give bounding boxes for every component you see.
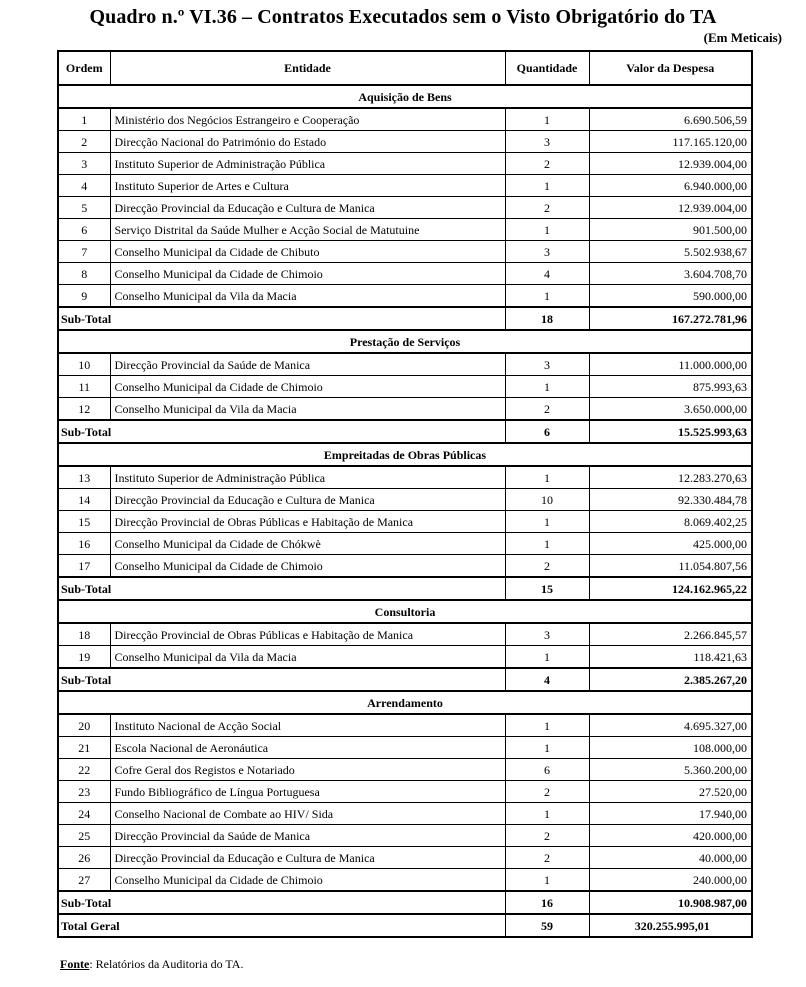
cell-valor: 108.000,00 [589, 737, 752, 759]
subtotal-label: Sub-Total [58, 891, 505, 914]
table-row [58, 197, 752, 219]
table-row [58, 131, 752, 153]
cell-ordem: 10 [58, 353, 110, 376]
cell-quantidade: 1 [505, 108, 589, 131]
table-row [58, 175, 752, 197]
contracts-table [57, 50, 753, 938]
cell-entidade: Direcção Provincial da Saúde de Manica [110, 825, 505, 847]
cell-quantidade: 2 [505, 555, 589, 578]
cell-ordem: 26 [58, 847, 110, 869]
column-header-entidade: Entidade [110, 51, 505, 85]
column-header-valor: Valor da Despesa [589, 51, 752, 85]
subtotal-valor: 15.525.993,63 [589, 420, 752, 443]
cell-quantidade: 4 [505, 263, 589, 285]
table-row [58, 398, 752, 421]
table-row [58, 376, 752, 398]
subtotal-label: Sub-Total [58, 420, 505, 443]
cell-ordem: 25 [58, 825, 110, 847]
cell-quantidade: 1 [505, 737, 589, 759]
section-header-row [58, 600, 752, 623]
cell-ordem: 9 [58, 285, 110, 308]
cell-entidade: Conselho Municipal da Cidade de Chókwè [110, 533, 505, 555]
table-row [58, 825, 752, 847]
cell-entidade: Instituto Superior de Administração Pública [110, 153, 505, 175]
subtotal-valor: 167.272.781,96 [589, 307, 752, 330]
cell-ordem: 6 [58, 219, 110, 241]
cell-quantidade: 10 [505, 489, 589, 511]
cell-entidade: Direcção Provincial da Educação e Cultura de Manica [110, 197, 505, 219]
cell-ordem: 20 [58, 714, 110, 737]
table-row [58, 555, 752, 578]
cell-entidade: Conselho Municipal da Vila da Macia [110, 285, 505, 308]
table-row [58, 533, 752, 555]
cell-ordem: 22 [58, 759, 110, 781]
table-row [58, 108, 752, 131]
subtotal-row [58, 891, 752, 914]
cell-quantidade: 1 [505, 175, 589, 197]
cell-valor: 8.069.402,25 [589, 511, 752, 533]
subtotal-quantidade: 6 [505, 420, 589, 443]
section-title: Aquisição de Bens [58, 85, 752, 108]
cell-entidade: Conselho Municipal da Cidade de Chimoio [110, 376, 505, 398]
cell-valor: 5.502.938,67 [589, 241, 752, 263]
cell-quantidade: 2 [505, 847, 589, 869]
cell-ordem: 24 [58, 803, 110, 825]
cell-valor: 3.650.000,00 [589, 398, 752, 421]
cell-valor: 40.000,00 [589, 847, 752, 869]
cell-entidade: Instituto Superior de Artes e Cultura [110, 175, 505, 197]
cell-quantidade: 2 [505, 825, 589, 847]
cell-quantidade: 2 [505, 197, 589, 219]
cell-valor: 4.695.327,00 [589, 714, 752, 737]
cell-quantidade: 3 [505, 131, 589, 153]
cell-ordem: 2 [58, 131, 110, 153]
cell-quantidade: 1 [505, 466, 589, 489]
cell-entidade: Direcção Provincial de Obras Públicas e Habitação de Manica [110, 623, 505, 646]
cell-quantidade: 3 [505, 353, 589, 376]
table-row [58, 241, 752, 263]
subtotal-valor: 124.162.965,22 [589, 577, 752, 600]
cell-entidade: Ministério dos Negócios Estrangeiro e Cooperação [110, 108, 505, 131]
table-row [58, 869, 752, 892]
source-note [60, 957, 243, 972]
cell-valor: 901.500,00 [589, 219, 752, 241]
cell-entidade: Instituto Superior de Administração Pública [110, 466, 505, 489]
cell-quantidade: 2 [505, 398, 589, 421]
cell-ordem: 13 [58, 466, 110, 489]
table-row [58, 353, 752, 376]
cell-valor: 118.421,63 [589, 646, 752, 669]
cell-valor: 240.000,00 [589, 869, 752, 892]
cell-entidade: Cofre Geral dos Registos e Notariado [110, 759, 505, 781]
cell-quantidade: 1 [505, 533, 589, 555]
grand-total-quantidade: 59 [505, 914, 589, 937]
subtotal-row [58, 307, 752, 330]
cell-entidade: Fundo Bibliográfico de Língua Portuguesa [110, 781, 505, 803]
cell-entidade: Conselho Municipal da Cidade de Chimoio [110, 555, 505, 578]
subtotal-label: Sub-Total [58, 577, 505, 600]
table-row [58, 714, 752, 737]
table-row [58, 646, 752, 669]
cell-valor: 92.330.484,78 [589, 489, 752, 511]
cell-ordem: 19 [58, 646, 110, 669]
cell-valor: 420.000,00 [589, 825, 752, 847]
cell-valor: 12.939.004,00 [589, 197, 752, 219]
subtotal-row [58, 668, 752, 691]
table-row [58, 489, 752, 511]
subtotal-label: Sub-Total [58, 668, 505, 691]
table-row [58, 623, 752, 646]
cell-quantidade: 3 [505, 241, 589, 263]
cell-entidade: Conselho Municipal da Cidade de Chimoio [110, 263, 505, 285]
cell-quantidade: 2 [505, 153, 589, 175]
subtotal-quantidade: 18 [505, 307, 589, 330]
grand-total-valor: 320.255.995,01 [589, 914, 752, 937]
cell-ordem: 17 [58, 555, 110, 578]
currency-unit-note: (Em Meticais) [703, 30, 782, 45]
cell-ordem: 27 [58, 869, 110, 892]
cell-valor: 11.054.807,56 [589, 555, 752, 578]
section-title: Consultoria [58, 600, 752, 623]
table-title: Quadro n.º VI.36 – Contratos Executados sem o Visto Obrigatório do TA [89, 6, 717, 28]
cell-valor: 12.283.270,63 [589, 466, 752, 489]
section-header-row [58, 330, 752, 353]
cell-valor: 117.165.120,00 [589, 131, 752, 153]
grand-total-row [58, 914, 752, 937]
table-body [58, 85, 752, 937]
cell-ordem: 23 [58, 781, 110, 803]
cell-entidade: Conselho Municipal da Cidade de Chimoio [110, 869, 505, 892]
cell-entidade: Conselho Municipal da Cidade de Chibuto [110, 241, 505, 263]
cell-quantidade: 1 [505, 869, 589, 892]
cell-entidade: Conselho Municipal da Vila da Macia [110, 646, 505, 669]
cell-quantidade: 1 [505, 511, 589, 533]
cell-entidade: Direcção Provincial da Educação e Cultura de Manica [110, 489, 505, 511]
cell-quantidade: 1 [505, 219, 589, 241]
cell-valor: 12.939.004,00 [589, 153, 752, 175]
table-row [58, 847, 752, 869]
table-row [58, 511, 752, 533]
cell-ordem: 5 [58, 197, 110, 219]
cell-ordem: 15 [58, 511, 110, 533]
table-row [58, 781, 752, 803]
cell-valor: 11.000.000,00 [589, 353, 752, 376]
subtotal-row [58, 577, 752, 600]
cell-valor: 27.520,00 [589, 781, 752, 803]
section-header-row [58, 85, 752, 108]
subtotal-quantidade: 4 [505, 668, 589, 691]
subtotal-row [58, 420, 752, 443]
header-row [58, 51, 752, 85]
table-row [58, 153, 752, 175]
cell-ordem: 11 [58, 376, 110, 398]
cell-valor: 6.940.000,00 [589, 175, 752, 197]
column-header-quantidade: Quantidade [505, 51, 589, 85]
cell-valor: 2.266.845,57 [589, 623, 752, 646]
section-title: Arrendamento [58, 691, 752, 714]
source-text: : Relatórios da Auditoria do TA. [89, 957, 244, 971]
cell-valor: 6.690.506,59 [589, 108, 752, 131]
table-row [58, 759, 752, 781]
source-label: Fonte [60, 957, 90, 971]
cell-quantidade: 3 [505, 623, 589, 646]
cell-entidade: Direcção Provincial de Obras Públicas e Habitação de Manica [110, 511, 505, 533]
cell-valor: 590.000,00 [589, 285, 752, 308]
subtotal-valor: 10.908.987,00 [589, 891, 752, 914]
subtotal-valor: 2.385.267,20 [589, 668, 752, 691]
section-title: Prestação de Serviços [58, 330, 752, 353]
cell-valor: 5.360.200,00 [589, 759, 752, 781]
cell-ordem: 12 [58, 398, 110, 421]
table-row [58, 803, 752, 825]
cell-ordem: 4 [58, 175, 110, 197]
cell-quantidade: 1 [505, 285, 589, 308]
cell-quantidade: 2 [505, 781, 589, 803]
cell-valor: 17.940,00 [589, 803, 752, 825]
cell-entidade: Conselho Nacional de Combate ao HIV/ Sida [110, 803, 505, 825]
cell-valor: 875.993,63 [589, 376, 752, 398]
table-row [58, 737, 752, 759]
cell-entidade: Serviço Distrital da Saúde Mulher e Acção Social de Matutuine [110, 219, 505, 241]
cell-ordem: 8 [58, 263, 110, 285]
cell-quantidade: 1 [505, 803, 589, 825]
cell-ordem: 16 [58, 533, 110, 555]
cell-quantidade: 1 [505, 714, 589, 737]
cell-ordem: 3 [58, 153, 110, 175]
table-row [58, 466, 752, 489]
cell-entidade: Direcção Nacional do Património do Estado [110, 131, 505, 153]
table-row [58, 219, 752, 241]
subtotal-quantidade: 15 [505, 577, 589, 600]
cell-ordem: 18 [58, 623, 110, 646]
cell-entidade: Conselho Municipal da Vila da Macia [110, 398, 505, 421]
cell-valor: 425.000,00 [589, 533, 752, 555]
cell-quantidade: 1 [505, 646, 589, 669]
table-row [58, 263, 752, 285]
cell-valor: 3.604.708,70 [589, 263, 752, 285]
cell-ordem: 21 [58, 737, 110, 759]
cell-entidade: Direcção Provincial da Saúde de Manica [110, 353, 505, 376]
section-header-row [58, 443, 752, 466]
cell-ordem: 7 [58, 241, 110, 263]
grand-total-label: Total Geral [58, 914, 505, 937]
subtotal-label: Sub-Total [58, 307, 505, 330]
section-title: Empreitadas de Obras Públicas [58, 443, 752, 466]
cell-entidade: Direcção Provincial da Educação e Cultura de Manica [110, 847, 505, 869]
cell-entidade: Instituto Nacional de Acção Social [110, 714, 505, 737]
section-header-row [58, 691, 752, 714]
cell-entidade: Escola Nacional de Aeronáutica [110, 737, 505, 759]
table-row [58, 285, 752, 308]
cell-ordem: 14 [58, 489, 110, 511]
cell-ordem: 1 [58, 108, 110, 131]
subtotal-quantidade: 16 [505, 891, 589, 914]
cell-quantidade: 6 [505, 759, 589, 781]
cell-quantidade: 1 [505, 376, 589, 398]
column-header-ordem: Ordem [58, 51, 110, 85]
